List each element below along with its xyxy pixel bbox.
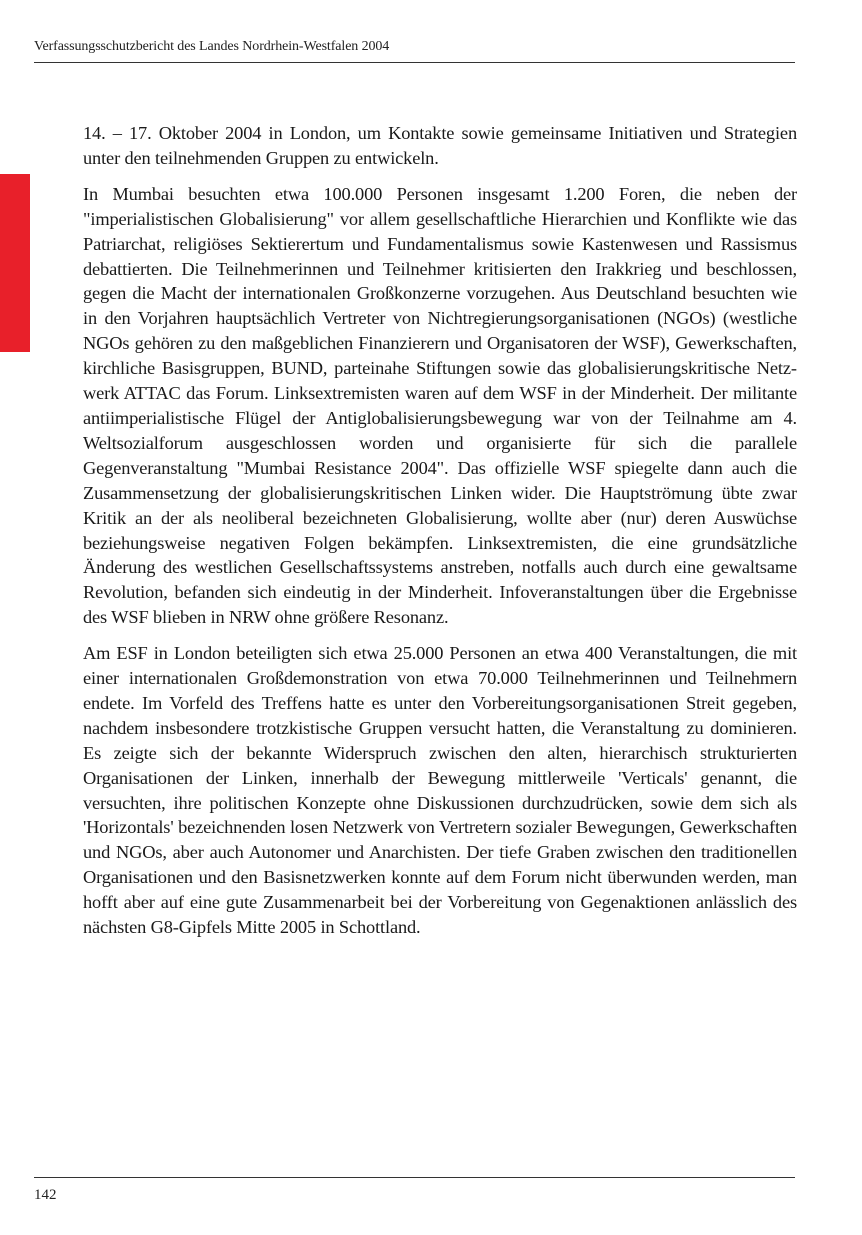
- running-header-title: Verfassungsschutzbericht des Landes Nordrhein-Westfalen 2004: [34, 39, 390, 54]
- chapter-side-marker: [0, 174, 30, 352]
- page-header: [34, 38, 795, 63]
- page-number: 142: [34, 1187, 57, 1203]
- body-text: [83, 121, 797, 951]
- page-footer: [34, 1177, 795, 1204]
- paragraph-continuation: 14. – 17. Oktober 2004 in London, um Kontakte sowie gemeinsame Initiativen und Strategien unter den teilnehmenden Gruppen zu entwickeln.: [83, 123, 797, 168]
- paragraph-london-esf: Am ESF in London beteiligten sich etwa 25.000 Personen an etwa 400 Veranstaltungen, die mit einer internationalen Großdemonstration von etwa 70.000 Teilnehmerinnen und Teilnehmern endete. Im Vorfeld des Treffens hatte es unter den Vorbereitungsorganisationen Streit gegeben, nachdem insbesondere trotzkistische Gruppen versucht hatten, die Veranstaltung zu dominieren. Es zeigte sich der bekannte Widerspruch zwischen den alten, hierarchisch strukturierten Organisationen der Linken, innerhalb der Bewegung mittlerweile 'Verticals' genannt, die versuchten, ihre politischen Konzepte ohne Diskussionen durchzudrücken, sowie dem sich als 'Horizontals' bezeichnenden losen Netzwerk von Vertretern sozialer Bewegungen, Gewerkschaften und NGOs, aber auch Autonomer und Anarchisten. Der tiefe Graben zwischen den traditionellen Organisationen und den Basisnetzwerken konnte auf dem Forum nicht überwunden werden, man hofft aber auf eine gute Zusammenarbeit bei der Vorbereitung von Gegenaktionen anlässlich des nächsten G8-Gipfels Mitte 2005 in Schottland.: [83, 643, 797, 938]
- paragraph-mumbai-wsf: In Mumbai besuchten etwa 100.000 Personen insgesamt 1.200 Foren, die neben der "imperialistischen Globalisierung" vor allem gesellschaftliche Hierarchien und Konflikte wie das Patriarchat, religiöses Sektierertum und Fundamentalismus sowie Kastenwesen und Rassismus debattierten. Die Teilnehmerinnen und Teilnehmer kritisierten den Irakkrieg und beschlossen, gegen die Macht der internationalen Großkonzerne vorzugehen. Aus Deutschland besuchten wie in den Vorjahren hauptsächlich Vertreter von Nichtregierungsorganisationen (NGOs) (westliche NGOs gehören zu den maßgeblichen Finanzierern und Organisatoren der WSF), Gewerkschaften, kirchliche Basisgruppen, BUND, parteinahe Stiftungen sowie das globalisierungskritische Netzwerk ATTAC das Forum. Linksextremisten waren auf dem WSF in der Minderheit. Der militante antiimperialistische Flügel der Antiglobalisierungsbewegung war von der Teilnahme am 4. Weltsozialforum ausgeschlossen worden und organisierte für sich die parallele Gegenveranstaltung "Mumbai Resistance 2004". Das offizielle WSF spiegelte dann auch die Zusammensetzung der globalisierungskritischen Linken wider. Die Hauptströmung übte zwar Kritik an der als neoliberal bezeichneten Globalisierung, wollte aber (nur) deren Auswüchse beziehungsweise negativen Folgen bekämpfen. Linksextremisten, die eine grundsätzliche Änderung des westlichen Gesellschaftssystems anstreben, notfalls auch durch eine gewaltsame Revolution, befanden sich eindeutig in der Minderheit. Infoveranstaltungen über die Ergebnisse des WSF blieben in NRW ohne größere Resonanz.: [83, 183, 797, 628]
